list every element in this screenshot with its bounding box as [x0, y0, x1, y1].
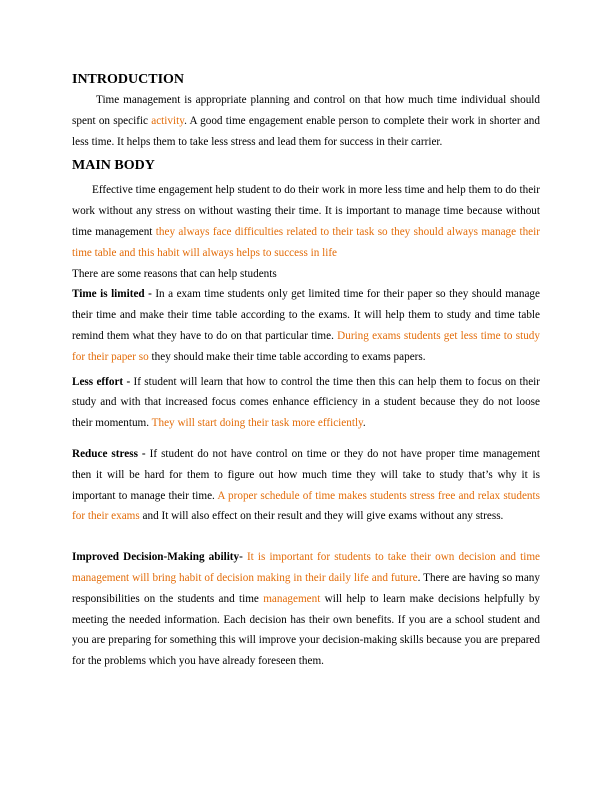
- less-effort-title: Less effort -: [72, 375, 131, 388]
- intro-text-end: . A good time engagement enable person to complete their work in shorter and less time. It helps them to take less stress and lead them for success in their carrier.: [72, 114, 540, 148]
- main-body-highlight: they always face difficulties related to their task so they should always manage their time table and this habit will always helps to success in life: [72, 225, 540, 259]
- reasons-intro: There are some reasons that can help students: [72, 267, 277, 280]
- main-body-paragraph: [72, 180, 540, 263]
- time-limited-title: Time is limited -: [72, 288, 152, 301]
- less-effort-text: If student will learn that how to control the time then this can help them to focus on their study and with that increased focus comes enhance efficiency in a student because they do not loose their momentum.: [72, 375, 540, 430]
- less-effort-highlight: They will start doing their task more efficiently: [151, 417, 363, 430]
- time-limited-paragraph: [72, 284, 540, 367]
- reduce-stress-text: If student do not have control on time or they do not have proper time management then it will be hard for them to figure out how much time they will take to study that’s why it is important to manage their time.: [72, 447, 540, 502]
- reduce-stress-highlight: A proper schedule of time makes students stress free and relax students for their exams: [72, 489, 540, 523]
- main-body-text: Effective time engagement help student to do their work in more less time and help them to do their work without any stress on without wasting their time. It is important to manage time because without time management: [72, 184, 540, 238]
- less-effort-paragraph: [72, 372, 540, 434]
- main-body-heading: MAIN BODY: [72, 158, 155, 174]
- reduce-stress-paragraph: [72, 444, 540, 527]
- intro-text: Time management is appropriate planning and control on that how much time individual should spent on specific: [72, 94, 540, 127]
- introduction-heading: INTRODUCTION: [72, 72, 185, 87]
- decision-making-paragraph: [72, 547, 540, 672]
- time-limited-highlight: During exams students get less time to study for their paper so: [72, 329, 540, 363]
- decision-making-highlight-management: management: [263, 592, 321, 605]
- intro-highlight: activity: [151, 114, 185, 127]
- decision-making-text-end: will help to learn make decisions helpfully by meeting the needed information. Each decision has their own benefits. If you are a school student and you are preparing for something this will improve your decision-making skills because you are prepared for the problems which you have already foreseen them.: [72, 592, 541, 668]
- time-limited-text-end: they should make their time table according to exams papers.: [148, 350, 426, 363]
- introduction-paragraph: [72, 90, 540, 152]
- decision-making-highlight: It is important for students to take their own decision and time management will bring habit of decision making in their daily life and future: [72, 551, 540, 584]
- decision-making-title: Improved Decision-Making ability-: [72, 551, 243, 564]
- reduce-stress-text-end: and It will also effect on their result and they will give exams without any stress.: [139, 510, 504, 523]
- document-page: [72, 70, 540, 672]
- less-effort-text-end: .: [362, 417, 366, 430]
- reduce-stress-title: Reduce stress -: [72, 447, 146, 460]
- decision-making-text: . There are having so many responsibilities on the students and time: [72, 571, 540, 605]
- time-limited-text: In a exam time students only get limited time for their paper so they should manage their time and make their time table according to the exams. It will help them to study and time table remind them what they have to do on that particular time.: [72, 288, 540, 342]
